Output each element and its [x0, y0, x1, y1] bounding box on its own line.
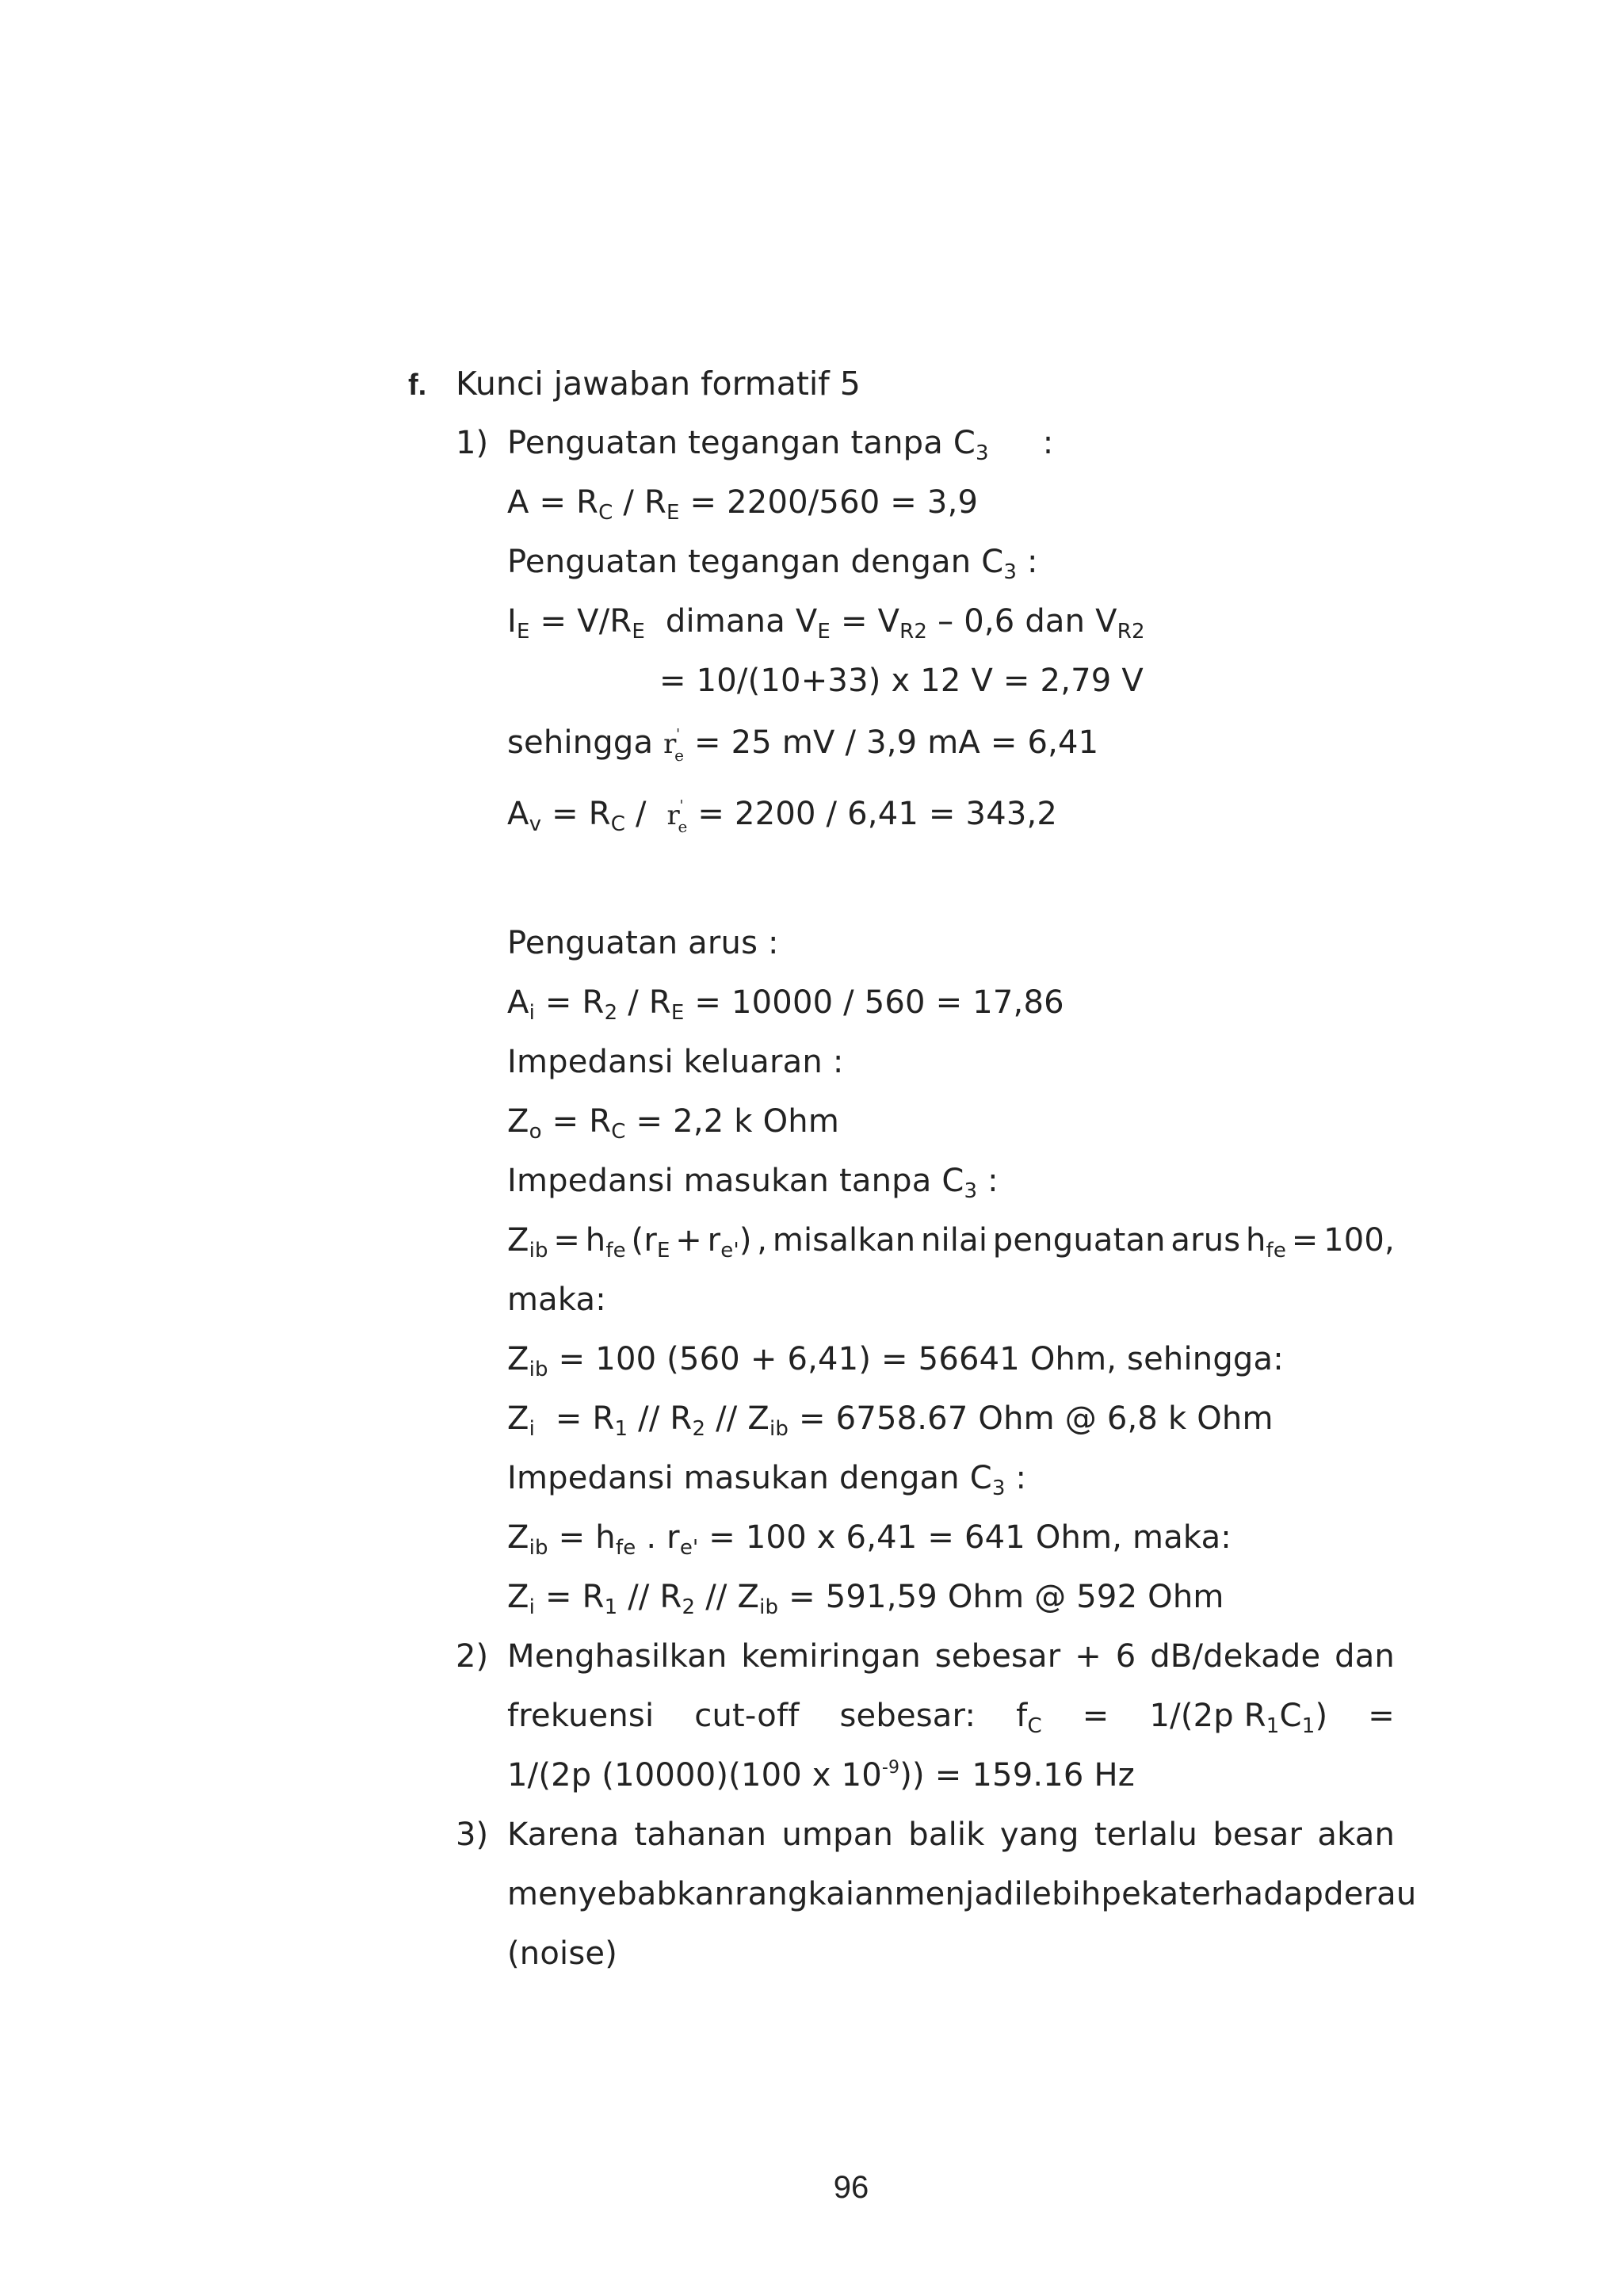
item-number: 3)	[456, 1817, 489, 1853]
item-number: 1)	[456, 425, 489, 461]
answer-line: $Z_{ib}$ = $h_{fe}$ ($r_E$ + $r_{e'}$) , misalkan nilai penguatan arus $h_{fe}$ = 100,	[507, 1222, 1395, 1263]
answer-line: Penguatan tegangan dengan $C_3$ :	[507, 544, 1038, 584]
answer-line: $A = R_C / R_E = 2200/560 = 3,9$	[507, 484, 979, 525]
section-heading	[408, 365, 861, 403]
answer-line: $Z_i = R_1 // R_2 // Z_{ib} = 591,59$ Ohm @ 592 Ohm	[507, 1579, 1224, 1619]
answer-line: $Z_o = R_C = 2,2$ k Ohm	[507, 1103, 839, 1144]
answer-line: $A_i = R_2 / R_E = 10000 / 560 = 17,86$	[507, 984, 1064, 1025]
answer-line: Menghasilkan kemiringan sebesar + 6 dB/dekade dan	[507, 1638, 1395, 1675]
r-e-prime-symbol: r e '	[666, 797, 688, 836]
answer-line: = 10/(10+33) x 12 V = 2,79 V	[659, 663, 1144, 699]
answer-line: Impedansi masukan dengan $C_3$ :	[507, 1460, 1027, 1500]
section-title: Kunci jawaban formatif 5	[456, 365, 861, 403]
answer-line: $I_E = V/R_E$ dimana $V_E = V_{R2} - 0,6$ dan $V_{R2}$	[507, 603, 1145, 644]
answer-line: Penguatan tegangan tanpa $C_3$ :	[507, 425, 1054, 465]
answer-line: Penguatan arus :	[507, 925, 779, 961]
r-e-prime-symbol: r e '	[663, 726, 685, 765]
answer-line: sehingga r e ' = 25 mV / 3,9 mA = 6,41	[507, 724, 1099, 765]
answer-line: 1/(2p (10000)(100 x $10^{-9})) = 159.16$ Hz	[507, 1757, 1135, 1794]
answer-line: Impedansi masukan tanpa $C_3$ :	[507, 1163, 999, 1203]
item-number: 2)	[456, 1638, 489, 1675]
answer-line: (noise)	[507, 1935, 617, 1972]
answer-line: frekuensi cut-off sebesar: $f_C$ = 1/(2p $R_1C_1$) =	[507, 1698, 1395, 1738]
answer-line: $Z_i = R_1 // R_2 // Z_{ib} = 6758.67$ Ohm @ 6,8 k Ohm	[507, 1400, 1274, 1441]
answer-line: maka:	[507, 1282, 606, 1318]
answer-line: Karena tahanan umpan balik yang terlalu besar akan	[507, 1817, 1395, 1853]
section-letter: f.	[408, 369, 427, 402]
answer-line: $Z_{ib} = h_{fe}$ . $r_{e'} = 100$ x 6,41 = 641 Ohm, maka:	[507, 1519, 1232, 1560]
answer-line: Impedansi keluaran :	[507, 1044, 844, 1080]
answer-line: $Z_{ib} = 100$ (560 + 6,41) = 56641 Ohm, sehingga:	[507, 1341, 1284, 1381]
answer-line: $A_v = R_C / r$ e ' = 2200 / 6,41 = 343,2	[507, 796, 1058, 836]
page-number: 96	[833, 2170, 869, 2205]
answer-line: menyebabkan rangkaian menjadi lebih peka terhadap derau	[507, 1876, 1417, 1912]
